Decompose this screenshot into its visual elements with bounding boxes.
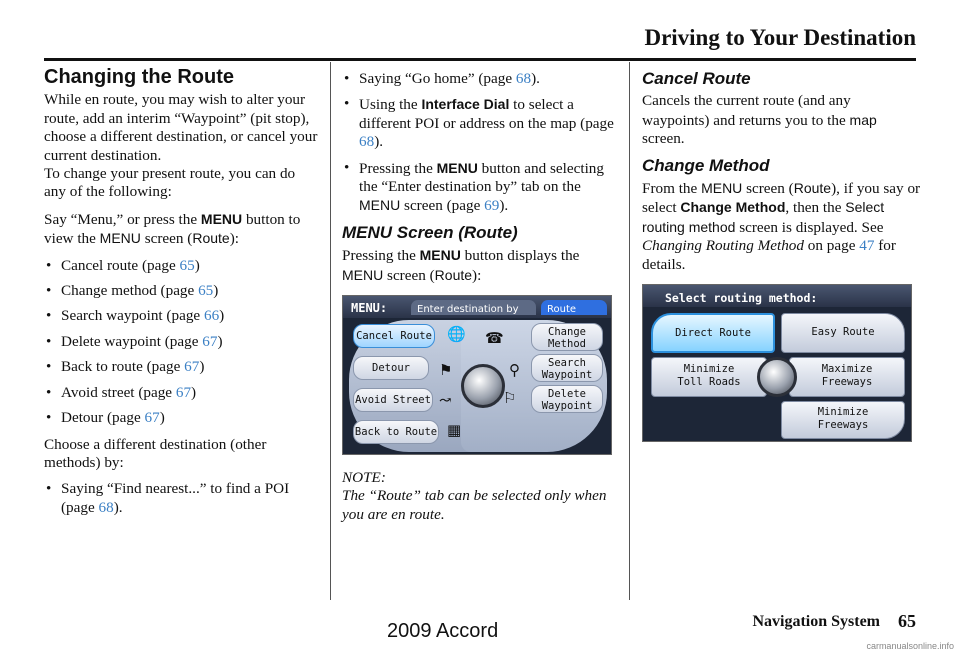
page-link[interactable]: 69 (484, 197, 500, 215)
interface-dial-knob-icon (461, 364, 505, 408)
intro-paragraph (44, 91, 319, 201)
footer-nav-label: Navigation System (752, 613, 880, 630)
menu-keyword: MENU (701, 180, 743, 197)
change-method-keyword: Change Method (680, 199, 786, 216)
route-keyword: Route (434, 266, 473, 283)
section-heading-changing-route: Changing the Route (44, 66, 234, 88)
text: to select a different POI or address on the map (page (359, 96, 614, 132)
destination-methods-list (44, 480, 319, 517)
text: Pressing the (359, 159, 437, 177)
list-item (44, 384, 319, 402)
screen-title: MENU: (351, 301, 388, 316)
change-method-paragraph (642, 179, 922, 274)
text: Back to route (page (61, 358, 185, 376)
select-routing-method-screenshot (642, 284, 912, 442)
text: button and selecting the “Enter destination by” tab on the (359, 159, 604, 196)
text: screen ( (742, 180, 794, 198)
page-header-title: Driving to Your Destination (644, 25, 916, 50)
section-heading-change-method: Change Method (642, 155, 770, 175)
text: Cancels the current route (and any waypoints) and returns you to the (642, 92, 851, 129)
section-heading-cancel-route: Cancel Route (642, 69, 751, 88)
search-waypoint-button[interactable]: Search Waypoint (531, 354, 603, 382)
note-paragraph (342, 469, 617, 524)
page-link[interactable]: 67 (144, 409, 160, 427)
menu-route-screenshot (342, 295, 612, 455)
text: Using the (359, 96, 422, 114)
direct-route-button[interactable]: Direct Route (651, 313, 775, 353)
text: ) (219, 307, 225, 325)
minimize-toll-roads-button[interactable]: Minimize Toll Roads (651, 357, 767, 397)
text: screen (page (400, 197, 485, 215)
menu-keyword: MENU (359, 197, 401, 214)
page-link[interactable]: 47 (859, 237, 875, 255)
select-routing-keyword: Select routing method (642, 199, 885, 235)
text: screen ( (383, 266, 435, 284)
list-item (44, 307, 319, 325)
watermark: carmanualsonline.info (866, 641, 954, 651)
section-heading-menu-screen: MENU Screen (Route) (342, 222, 518, 242)
text: ) (213, 282, 219, 300)
list-item (342, 70, 617, 88)
page-link[interactable]: 65 (179, 256, 195, 274)
menu-keyword: MENU (342, 266, 384, 283)
page-link[interactable]: 68 (515, 70, 532, 87)
text: ): (472, 266, 482, 284)
text: screen. (642, 130, 685, 148)
list-item (44, 358, 319, 376)
signpost-icon: ⚑ (439, 363, 453, 380)
route-icon: ↝ (439, 393, 452, 410)
tab-route[interactable]: Route (541, 300, 607, 315)
list-item (44, 480, 319, 517)
cancel-route-button[interactable]: Cancel Route (353, 324, 435, 348)
text: ). (374, 133, 384, 151)
text: ): (229, 230, 239, 248)
menu-keyword: MENU (99, 230, 141, 247)
magnifier-icon: ⚲ (509, 363, 520, 380)
interface-dial-knob-icon (757, 357, 797, 397)
waypoint-icon: ⚐ (503, 391, 517, 408)
change-method-button[interactable]: Change Method (531, 323, 603, 351)
text: on page (804, 237, 860, 255)
map-keyword: map (849, 111, 877, 128)
destination-methods-list-cont (342, 70, 617, 216)
route-keyword: Route (793, 180, 832, 197)
list-item (44, 282, 319, 300)
text: ), if you say or select (642, 180, 921, 217)
delete-waypoint-button[interactable]: Delete Waypoint (531, 385, 603, 413)
page-link[interactable]: 66 (203, 307, 220, 325)
text: ). (531, 70, 540, 87)
page-link[interactable]: 67 (175, 383, 192, 401)
text: for details. (642, 237, 896, 273)
menu-screen-paragraph (342, 246, 617, 285)
page-link[interactable]: 68 (359, 133, 375, 151)
text: ) (191, 383, 197, 401)
text: ). (113, 498, 123, 516)
column-divider-2 (629, 62, 630, 600)
text: screen ( (140, 230, 193, 248)
list-item (342, 159, 617, 216)
text: Pressing the (342, 247, 420, 265)
model-label: 2009 Accord (387, 620, 499, 642)
text: From the (642, 180, 702, 198)
text: ) (199, 358, 205, 376)
list-item (342, 95, 617, 151)
tab-enter-destination[interactable]: Enter destination by (411, 300, 536, 315)
text: ) (217, 332, 223, 350)
column-3 (642, 66, 922, 442)
detour-button[interactable]: Detour (353, 356, 429, 380)
text: Change method (page (61, 282, 199, 300)
choose-paragraph: Choose a different destination (other methods) by: (44, 435, 267, 471)
text: Avoid street (page (61, 383, 176, 401)
text: Say “Menu,” or press the (44, 210, 201, 228)
intro-text-2: To change your present route, you can do any of the following: (44, 165, 296, 201)
page-link[interactable]: 65 (198, 282, 214, 300)
page-link[interactable]: 67 (184, 358, 200, 376)
text: button displays the (460, 247, 580, 265)
intro-text-1: While en route, you may wish to alter your route, add an interim “Waypoint” (pit stop), choose a different destination, or cancel your current destination. (44, 91, 318, 164)
note-text: The “Route” tab can be selected only when you are en route. (342, 487, 607, 523)
text: Detour (page (61, 409, 145, 427)
text: Saying “Find nearest...” to find a POI (page (61, 480, 290, 516)
map-icon: ▦ (447, 423, 462, 440)
page-link[interactable]: 68 (98, 498, 114, 516)
interface-dial-keyword: Interface Dial (421, 96, 510, 113)
text: Search waypoint (page (61, 307, 204, 325)
menu-keyword: MENU (419, 247, 461, 264)
menu-keyword: MENU (436, 159, 478, 176)
text: Delete waypoint (page (61, 332, 203, 350)
text: Saying “Go home” (page (359, 70, 516, 87)
minimize-freeways-button[interactable]: Minimize Freeways (781, 401, 905, 439)
menu-keyword: MENU (200, 210, 243, 227)
text: Cancel route (page (61, 256, 180, 274)
back-to-route-button[interactable]: Back to Route (353, 420, 439, 444)
text: ) (194, 256, 200, 274)
list-item (44, 333, 319, 351)
column-2 (342, 66, 617, 532)
route-keyword: Route (192, 230, 230, 247)
note-label: NOTE: (342, 469, 386, 487)
avoid-street-button[interactable]: Avoid Street (353, 388, 433, 412)
text: ) (159, 409, 165, 427)
header-rule (44, 58, 916, 61)
globe-icon: 🌐 (447, 327, 466, 344)
cancel-route-paragraph (642, 92, 922, 148)
page-link[interactable]: 67 (202, 332, 218, 350)
route-options-list (44, 257, 319, 428)
maximize-freeways-button[interactable]: Maximize Freeways (789, 357, 905, 397)
cross-reference: Changing Routing Method (642, 237, 804, 255)
column-divider-1 (330, 62, 331, 600)
screen-title: Select routing method: (665, 291, 818, 306)
list-item (44, 409, 319, 427)
text: screen is displayed. See (735, 218, 884, 236)
text: , then the (785, 199, 846, 217)
list-item (44, 257, 319, 275)
column-1 (44, 66, 319, 525)
page-number: 65 (898, 611, 916, 631)
easy-route-button[interactable]: Easy Route (781, 313, 905, 353)
say-menu-paragraph (44, 210, 319, 249)
text: ). (499, 197, 509, 215)
text: button to view the (44, 210, 301, 248)
phone-icon: ☎ (485, 331, 504, 348)
